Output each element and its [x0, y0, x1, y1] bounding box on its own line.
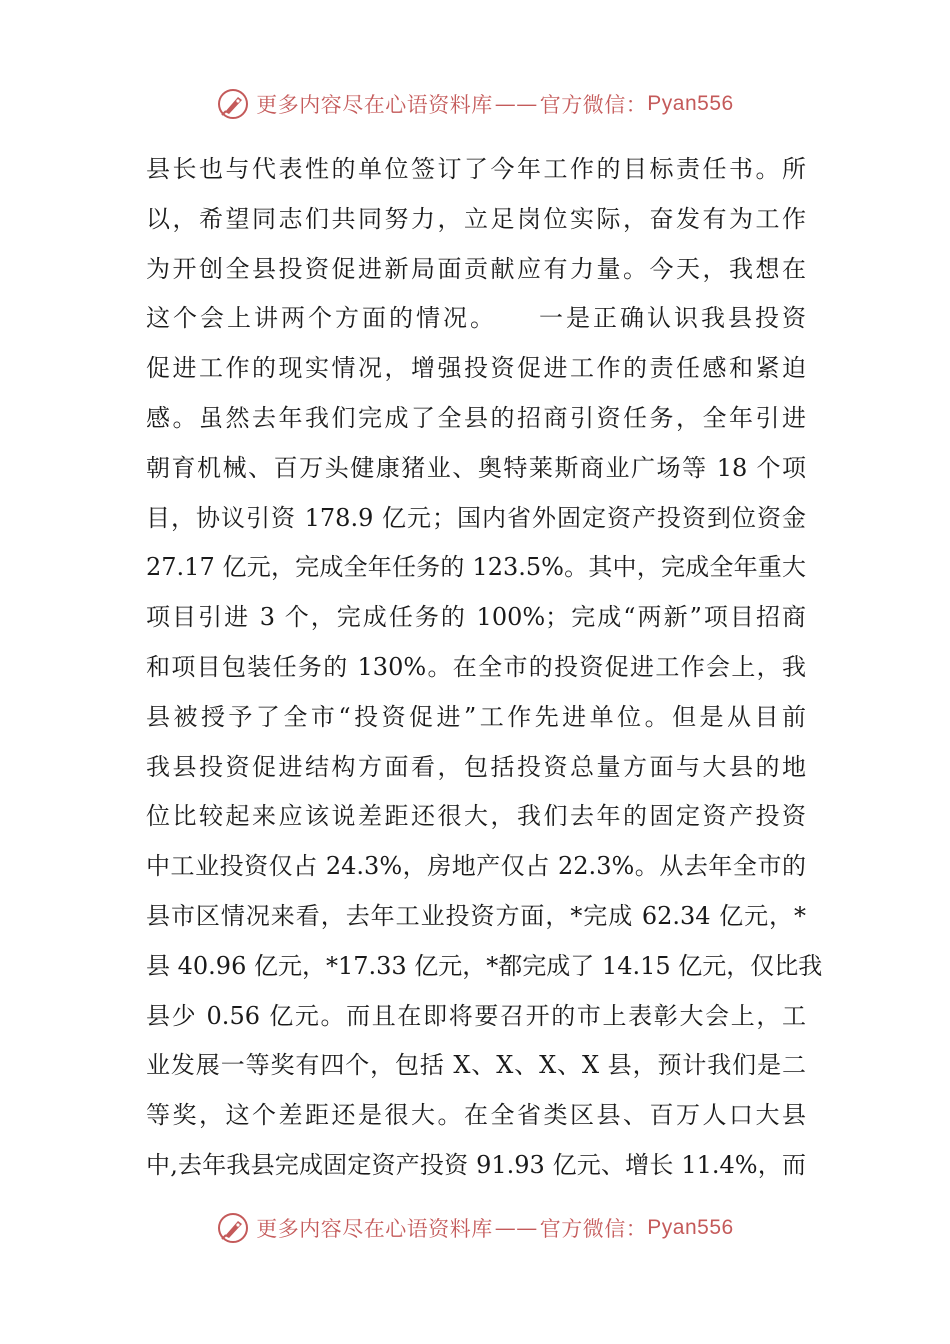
- body-line: 促进工作的现实情况，增强投资促进工作的责任感和紧迫: [146, 354, 806, 383]
- body-line: 目，协议引资 178.9 亿元；国内省外固定资产投资到位资金: [146, 503, 806, 532]
- watermark-wechat-id: Pyan556: [647, 92, 734, 115]
- watermark-separator: ——: [494, 1216, 538, 1240]
- body-line: 中,去年我县完成固定资产投资 91.93 亿元、增长 11.4%，而: [146, 1150, 806, 1179]
- watermark-wechat-id: Pyan556: [647, 1216, 734, 1239]
- body-line: 以，希望同志们共同努力，立足岗位实际，奋发有为工作: [146, 204, 806, 233]
- body-line: 为开创全县投资促进新局面贡献应有力量。今天，我想在: [146, 254, 806, 283]
- body-line: 项目引进 3 个，完成任务的 100%；完成“两新”项目招商: [146, 603, 806, 632]
- body-line: 感。虽然去年我们完成了全县的招商引资任务，全年引进: [146, 403, 806, 432]
- watermark-brand: 更多内容尽在心语资料库: [256, 93, 493, 117]
- body-line: 这个会上讲两个方面的情况。 一是正确认识我县投资: [146, 304, 806, 333]
- watermark-separator: ——: [494, 92, 538, 116]
- document-body: [146, 145, 823, 1191]
- body-line: 业发展一等奖有四个，包括 X、X、X、X 县，预计我们是二: [146, 1051, 806, 1080]
- body-line: 县 40.96 亿元，*17.33 亿元，*都完成了 14.15 亿元，仅比我: [146, 951, 823, 980]
- body-line: 27.17 亿元，完成全年任务的 123.5%。其中，完成全年重大: [146, 553, 806, 582]
- body-line: 县少 0.56 亿元。而且在即将要召开的市上表彰大会上，工: [146, 1001, 806, 1030]
- body-line: 县被授予了全市“投资促进”工作先进单位。但是从目前: [146, 702, 806, 731]
- header-watermark: [0, 84, 950, 124]
- body-line: 和项目包装任务的 130%。在全市的投资促进工作会上，我: [146, 652, 806, 681]
- watermark-official-label: 官方微信：: [539, 1217, 648, 1241]
- pen-nib-logo-icon: [216, 1211, 250, 1245]
- pen-nib-logo-icon: [216, 87, 250, 121]
- footer-watermark: [0, 1208, 950, 1248]
- body-line: 朝育机械、百万头健康猪业、奥特莱斯商业广场等 18 个项: [146, 453, 806, 482]
- body-line: 位比较起来应该说差距还很大，我们去年的固定资产投资: [146, 802, 806, 831]
- body-line: 我县投资促进结构方面看，包括投资总量方面与大县的地: [146, 752, 806, 781]
- watermark-brand: 更多内容尽在心语资料库: [256, 1217, 493, 1241]
- watermark-official-label: 官方微信：: [539, 93, 648, 117]
- body-line: 中工业投资仅占 24.3%，房地产仅占 22.3%。从去年全市的: [146, 852, 806, 881]
- body-line: 县市区情况来看，去年工业投资方面，*完成 62.34 亿元，*: [146, 901, 806, 930]
- body-line: 县长也与代表性的单位签订了今年工作的目标责任书。所: [146, 155, 806, 183]
- body-line: 等奖，这个差距还是很大。在全省类区县、百万人口大县: [146, 1101, 806, 1130]
